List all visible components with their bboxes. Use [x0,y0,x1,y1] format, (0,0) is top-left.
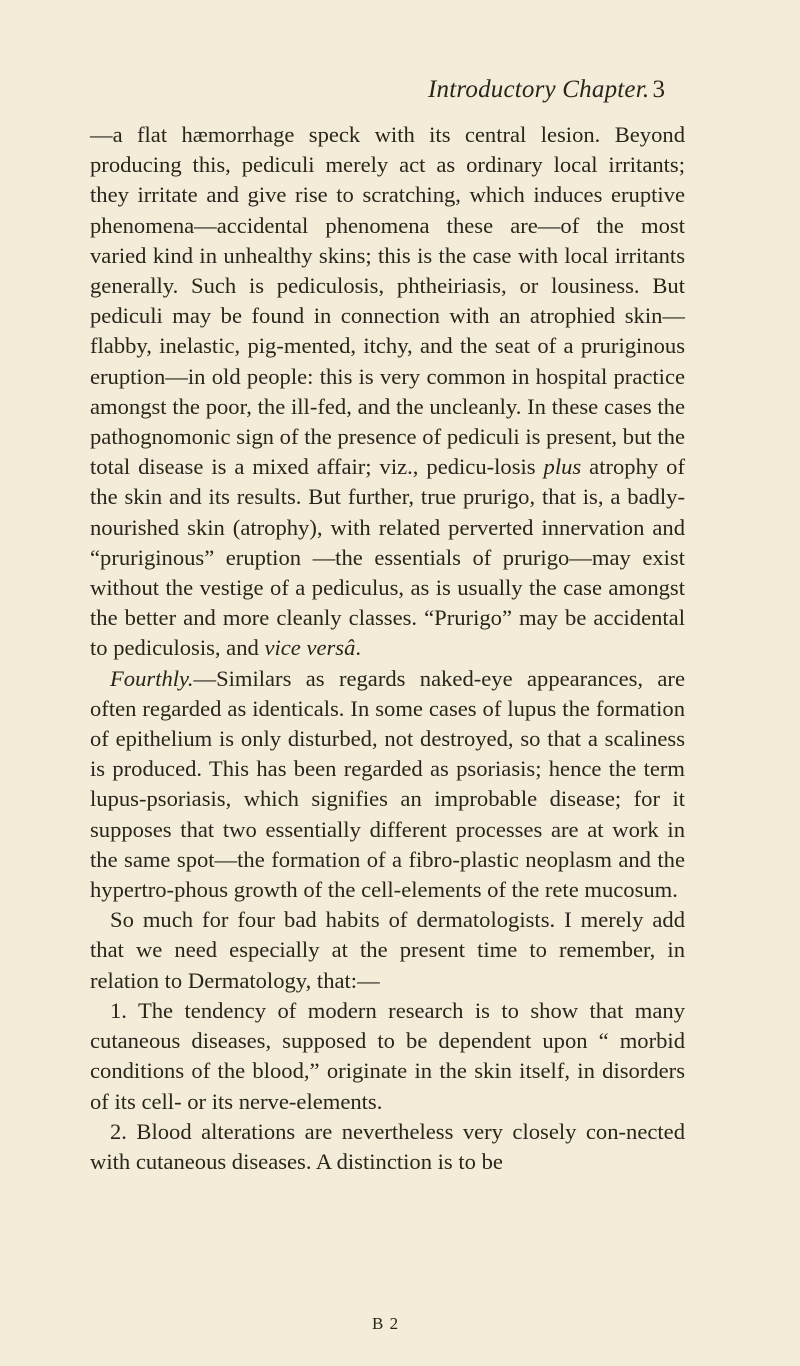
running-title: Introductory Chapter. [428,76,650,103]
body-text [90,120,685,1177]
italic-plus: plus [543,454,582,480]
italic-vice-versa: vice versâ [264,635,356,661]
paragraph-2 [90,664,685,906]
running-header [0,76,800,112]
paragraph-3: So much for four bad habits of dermatologists. I merely add that we need especially at the present time to remember, in relation to Dermatology, that:— [90,907,685,993]
paragraph-1-part-b: atrophy of the skin and its results. But further, true prurigo, that is, a badly-nourished skin (atrophy), with related perverted innervation and “pruriginous” eruption —the essentials of prurigo—may exist without the vestige of a pediculus, as is usually the case amongst the better and more cleanly classes. “Prurigo” may be accidental to pediculosis, and [90,454,685,661]
page-number: 3 [652,76,665,103]
signature-mark: B 2 [372,1314,400,1333]
paragraph-1-part-a: —a flat hæmorrhage speck with its central lesion. Beyond producing this, pediculi merely act as ordinary local irritants; they irritate and give rise to scratching, which induces eruptive phenomena—accidental phenomena these are—of the most varied kind in unhealthy skins; this is the case with local irritants generally. Such is pediculosis, phtheiriasis, or lousiness. But pediculi may be found in connection with an atrophied skin—flabby, inelastic, pig-mented, itchy, and the seat of a pruriginous eruption—in old people: this is very common in hospital practice amongst the poor, the ill-fed, and the uncleanly. In these cases the pathognomonic sign of the presence of pediculi is present, but the total disease is a mixed affair; viz., pedicu-losis [90,122,685,480]
paragraph-1-part-c: . [355,635,362,661]
numbered-point-2: 2. Blood alterations are nevertheless very closely con-nected with cutaneous diseases. A distinction is to be [90,1118,685,1174]
numbered-point-1: 1. The tendency of modern research is to show that many cutaneous diseases, supposed to be dependent upon “ morbid conditions of the blood,” originate in the skin itself, in disorders of its cell- or its nerve-elements. [90,997,685,1114]
paragraph-1 [90,120,685,664]
italic-fourthly: Fourthly. [110,665,194,691]
paragraph-2-text: —Similars as regards naked-eye appearances, are often regarded as identicals. In some cases of lupus the formation of epithelium is only disturbed, not destroyed, so that a scaliness is produced. This has been regarded as psoriasis; hence the term lupus-psoriasis, which signifies an improbable disease; for it supposes that two essentially different processes are at work in the same spot—the formation of a fibro-plastic neoplasm and the hypertro-phous growth of the cell-elements of the rete mucosum. [90,665,685,903]
